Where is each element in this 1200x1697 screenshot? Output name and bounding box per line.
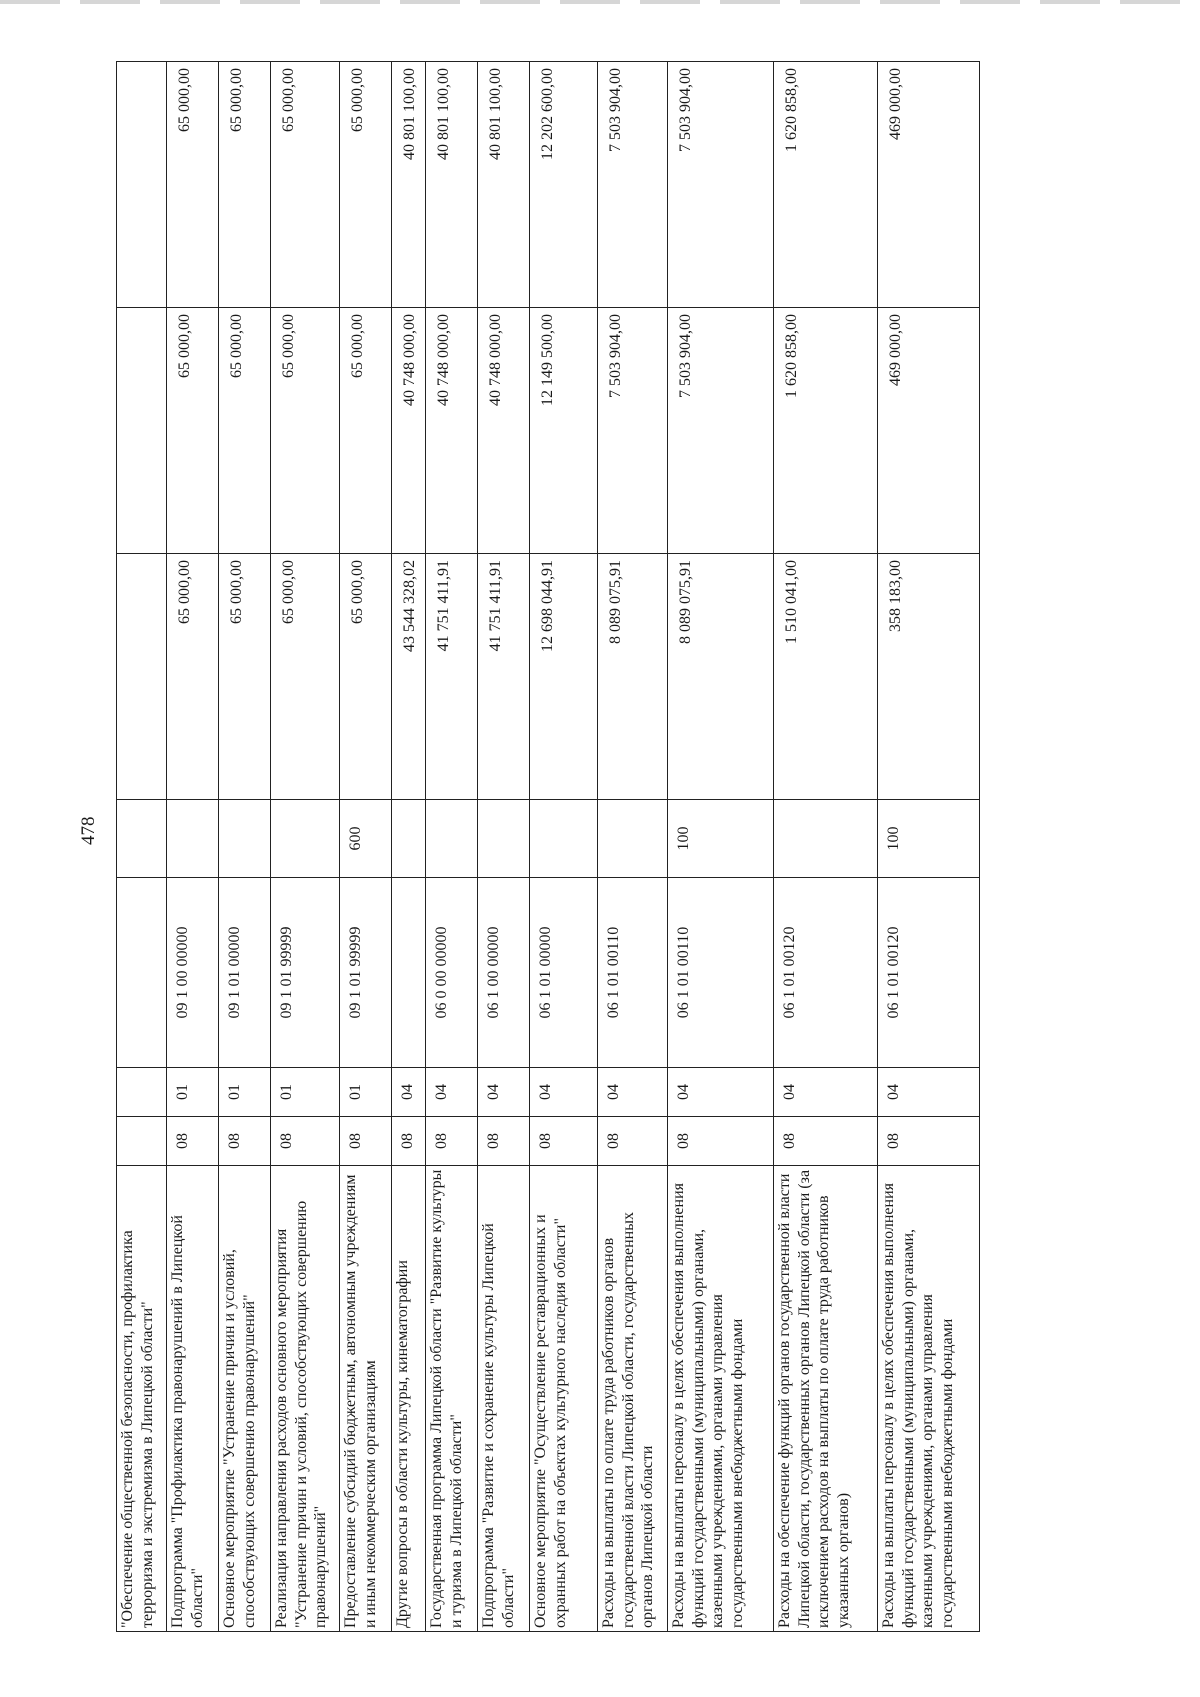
amount-year-2: 7 503 904,00 (598, 308, 668, 554)
amount-year-2: 40 748 000,00 (392, 308, 426, 554)
table-row (598, 62, 668, 1632)
section-code: 04 (598, 1068, 668, 1117)
amount-year-3: 40 801 100,00 (478, 62, 530, 308)
amount-year-2: 1 620 858,00 (774, 308, 878, 554)
expense-type (117, 800, 167, 878)
target-article (117, 878, 167, 1068)
target-article: 06 1 01 00120 (878, 878, 980, 1068)
scan-edge (0, 0, 1200, 4)
expense-type: 600 (340, 800, 392, 878)
amount-year-1: 65 000,00 (271, 554, 340, 800)
expense-type (774, 800, 878, 878)
section-code: 04 (478, 1068, 530, 1117)
amount-year-2 (117, 308, 167, 554)
amount-year-1: 41 751 411,91 (478, 554, 530, 800)
ved-code: 08 (219, 1117, 271, 1166)
expense-type (426, 800, 478, 878)
row-description: Основное мероприятие "Осуществление реставрационных и охранных работ на объектах культурного наследия области" (530, 1166, 598, 1632)
amount-year-1: 43 544 328,02 (392, 554, 426, 800)
target-article: 09 1 00 00000 (167, 878, 219, 1068)
row-description: Расходы на выплаты по оплате труда работников органов государственной власти Липецкой области, государственных органов Липецкой области (598, 1166, 668, 1632)
expense-type (598, 800, 668, 878)
target-article: 09 1 01 00000 (219, 878, 271, 1068)
table-row (271, 62, 340, 1632)
target-article: 06 1 00 00000 (478, 878, 530, 1068)
row-description: Подпрограмма "Профилактика правонарушений в Липецкой области" (167, 1166, 219, 1632)
target-article: 09 1 01 99999 (340, 878, 392, 1068)
row-description: "Обеспечение общественной безопасности, профилактика терроризма и экстремизма в Липецкой области" (117, 1166, 167, 1632)
target-article (392, 878, 426, 1068)
amount-year-2: 40 748 000,00 (426, 308, 478, 554)
ved-code: 08 (598, 1117, 668, 1166)
amount-year-3: 40 801 100,00 (426, 62, 478, 308)
amount-year-1: 358 183,00 (878, 554, 980, 800)
target-article: 06 0 00 00000 (426, 878, 478, 1068)
table-body (117, 62, 980, 1632)
rotated-page (116, 62, 980, 1632)
amount-year-1: 1 510 041,00 (774, 554, 878, 800)
ved-code: 08 (530, 1117, 598, 1166)
section-code: 04 (426, 1068, 478, 1117)
ved-code: 08 (340, 1117, 392, 1166)
target-article: 06 1 01 00110 (598, 878, 668, 1068)
section-code: 04 (392, 1068, 426, 1117)
target-article: 06 1 01 00000 (530, 878, 598, 1068)
amount-year-3: 12 202 600,00 (530, 62, 598, 308)
amount-year-1 (117, 554, 167, 800)
expense-type: 100 (878, 800, 980, 878)
target-article: 06 1 01 00110 (668, 878, 774, 1068)
row-description: Государственная программа Липецкой области "Развитие культуры и туризма в Липецкой области" (426, 1166, 478, 1632)
ved-code: 08 (426, 1117, 478, 1166)
amount-year-3: 40 801 100,00 (392, 62, 426, 308)
section-code: 01 (271, 1068, 340, 1117)
section-code: 04 (774, 1068, 878, 1117)
row-description: Основное мероприятие "Устранение причин и условий, способствующих совершению правонарушений" (219, 1166, 271, 1632)
expense-type (530, 800, 598, 878)
amount-year-3: 65 000,00 (271, 62, 340, 308)
expense-type (478, 800, 530, 878)
ved-code: 08 (774, 1117, 878, 1166)
table-row (219, 62, 271, 1632)
table-row (340, 62, 392, 1632)
section-code: 01 (340, 1068, 392, 1117)
row-description: Подпрограмма "Развитие и сохранение культуры Липецкой области" (478, 1166, 530, 1632)
expense-type: 100 (668, 800, 774, 878)
ved-code: 08 (878, 1117, 980, 1166)
amount-year-2: 40 748 000,00 (478, 308, 530, 554)
target-article: 06 1 01 00120 (774, 878, 878, 1068)
amount-year-2: 65 000,00 (167, 308, 219, 554)
amount-year-3: 7 503 904,00 (598, 62, 668, 308)
amount-year-2: 65 000,00 (340, 308, 392, 554)
row-description: Расходы на обеспечение функций органов государственной власти Липецкой области, государственных органов Липецкой области (за исключением расходов на выплаты по оплате труда работников указанных органов) (774, 1166, 878, 1632)
section-code: 04 (530, 1068, 598, 1117)
ved-code: 08 (478, 1117, 530, 1166)
ved-code: 08 (167, 1117, 219, 1166)
table-row (117, 62, 167, 1632)
page-number: 478 (78, 816, 99, 845)
amount-year-1: 65 000,00 (167, 554, 219, 800)
budget-table (116, 61, 980, 1632)
row-description: Предоставление субсидий бюджетным, автономным учреждениям и иным некоммерческим организациям (340, 1166, 392, 1632)
row-description: Реализация направления расходов основного мероприятия "Устранение причин и условий, способствующих совершению правонарушений" (271, 1166, 340, 1632)
amount-year-3: 65 000,00 (167, 62, 219, 308)
row-description: Другие вопросы в области культуры, кинематографии (392, 1166, 426, 1632)
section-code: 04 (668, 1068, 774, 1117)
ved-code (117, 1117, 167, 1166)
amount-year-2: 65 000,00 (271, 308, 340, 554)
section-code: 01 (167, 1068, 219, 1117)
table-row (878, 62, 980, 1632)
section-code: 04 (878, 1068, 980, 1117)
expense-type (167, 800, 219, 878)
expense-type (271, 800, 340, 878)
ved-code: 08 (668, 1117, 774, 1166)
table-row (478, 62, 530, 1632)
table-row (392, 62, 426, 1632)
amount-year-2: 65 000,00 (219, 308, 271, 554)
row-description: Расходы на выплаты персоналу в целях обеспечения выполнения функций государственными (муниципальными) органами, казенными учреждениями, органами управления государственными внебюджетными фондами (668, 1166, 774, 1632)
section-code: 01 (219, 1068, 271, 1117)
amount-year-3: 65 000,00 (219, 62, 271, 308)
table-row (774, 62, 878, 1632)
expense-type (219, 800, 271, 878)
table-row (167, 62, 219, 1632)
amount-year-1: 65 000,00 (219, 554, 271, 800)
amount-year-1: 8 089 075,91 (598, 554, 668, 800)
ved-code: 08 (392, 1117, 426, 1166)
amount-year-3: 7 503 904,00 (668, 62, 774, 308)
amount-year-3 (117, 62, 167, 308)
amount-year-2: 469 000,00 (878, 308, 980, 554)
amount-year-2: 7 503 904,00 (668, 308, 774, 554)
expense-type (392, 800, 426, 878)
amount-year-1: 65 000,00 (340, 554, 392, 800)
target-article: 09 1 01 99999 (271, 878, 340, 1068)
row-description: Расходы на выплаты персоналу в целях обеспечения выполнения функций государственными (муниципальными) органами, казенными учреждениями, органами управления государственными внебюджетными фондами (878, 1166, 980, 1632)
amount-year-1: 8 089 075,91 (668, 554, 774, 800)
ved-code: 08 (271, 1117, 340, 1166)
table-row (426, 62, 478, 1632)
table-row (668, 62, 774, 1632)
section-code (117, 1068, 167, 1117)
amount-year-3: 65 000,00 (340, 62, 392, 308)
amount-year-2: 12 149 500,00 (530, 308, 598, 554)
amount-year-1: 12 698 044,91 (530, 554, 598, 800)
amount-year-1: 41 751 411,91 (426, 554, 478, 800)
table-row (530, 62, 598, 1632)
amount-year-3: 1 620 858,00 (774, 62, 878, 308)
amount-year-3: 469 000,00 (878, 62, 980, 308)
